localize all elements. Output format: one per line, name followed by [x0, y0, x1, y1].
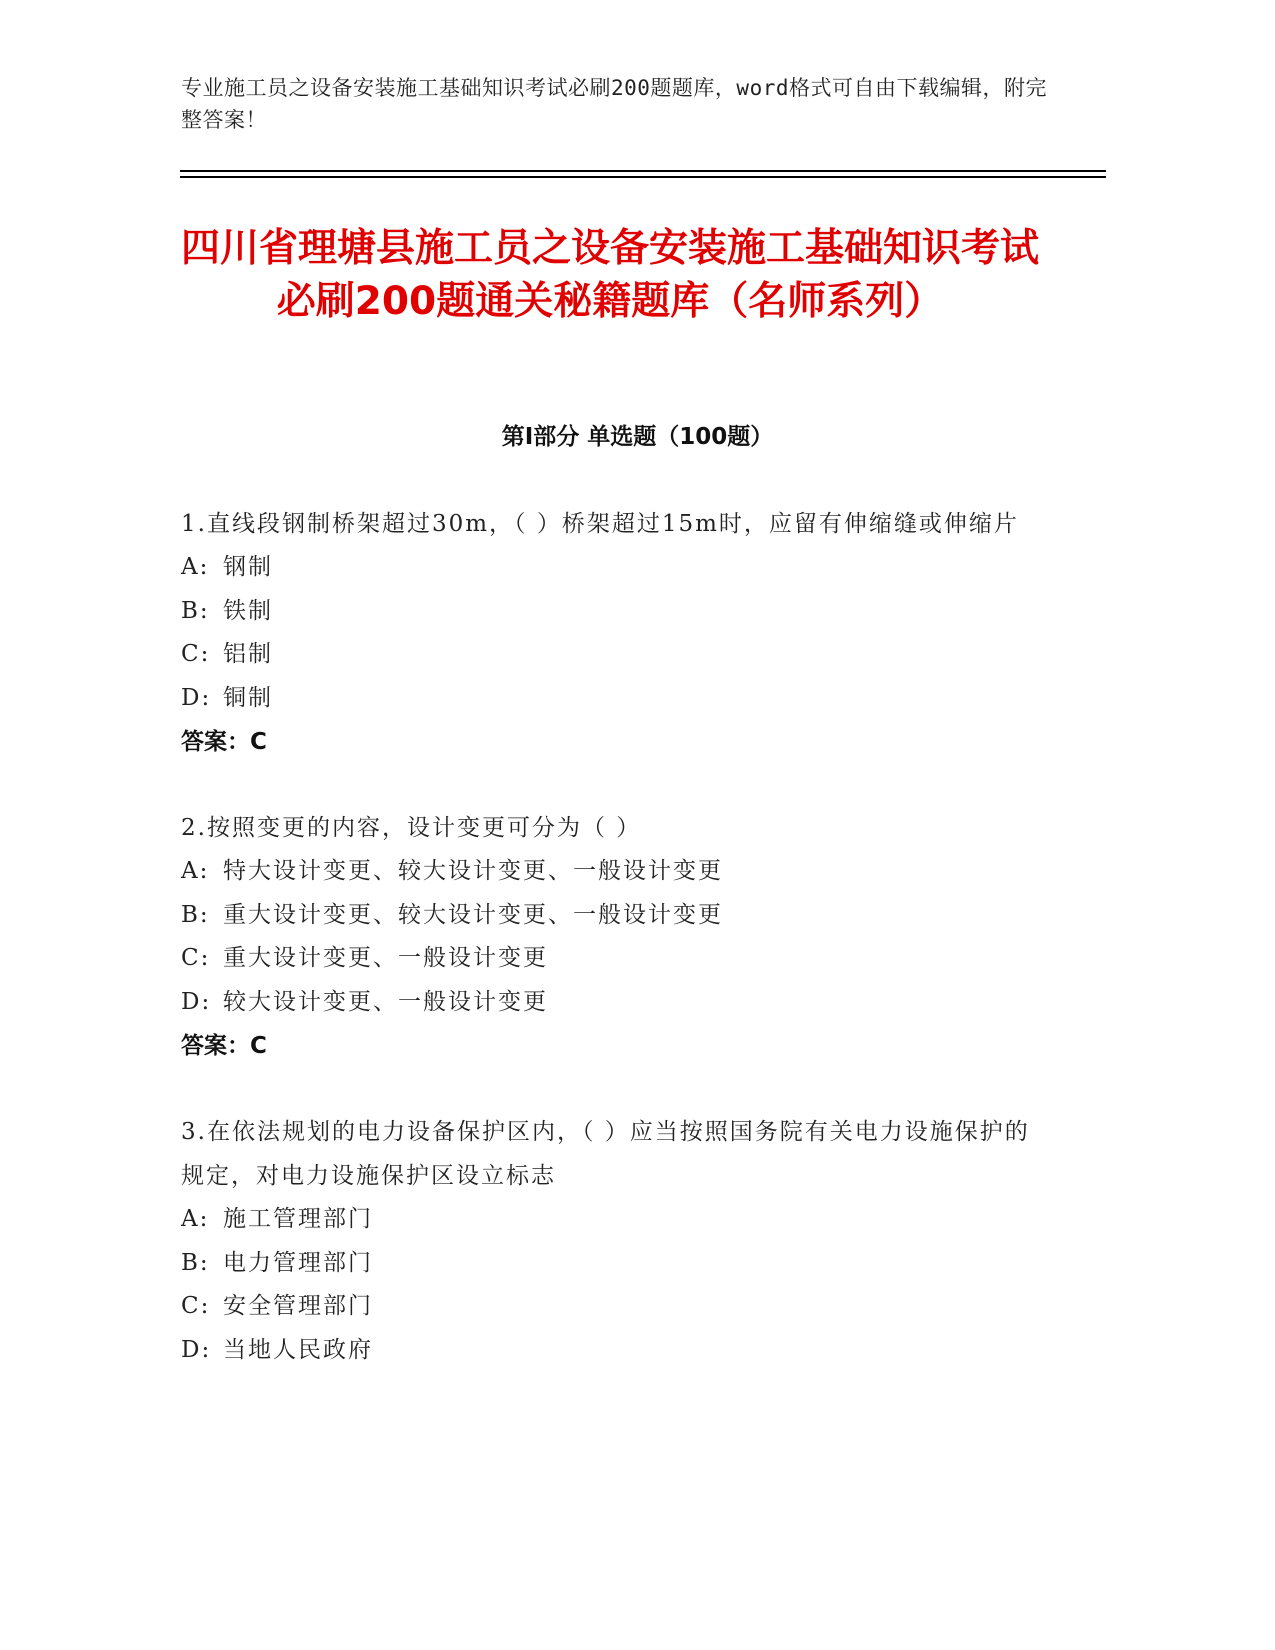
option-text: 特大设计变更、较大设计变更、一般设计变更 [223, 858, 723, 884]
question-stem: 2.按照变更的内容，设计变更可分为（ ） [181, 815, 642, 841]
option-c [181, 937, 1041, 981]
option-key: B: [181, 597, 210, 624]
option-c [181, 633, 1041, 677]
option-text: 铝制 [223, 641, 273, 667]
option-b [181, 590, 1041, 634]
option-key: B: [181, 1249, 210, 1276]
option-key: C: [181, 1293, 211, 1319]
question-stem: 1.直线段钢制桥架超过30m，（ ）桥架超过15m时，应留有伸缩缝或伸缩片 [181, 511, 1019, 537]
option-text: 当地人民政府 [223, 1336, 373, 1363]
answer-line: 答案：C [181, 1033, 267, 1059]
option-key: B: [181, 901, 210, 928]
option-b [181, 894, 1041, 938]
option-key: D: [181, 684, 212, 711]
option-key: D: [181, 988, 212, 1015]
option-text: 较大设计变更、一般设计变更 [223, 988, 548, 1015]
answer-line: 答案：C [181, 729, 267, 755]
option-text: 电力管理部门 [223, 1249, 373, 1276]
option-d [181, 1329, 1041, 1373]
option-c [181, 1285, 1041, 1329]
question-item [181, 502, 1041, 764]
option-text: 安全管理部门 [223, 1293, 373, 1319]
question-list [181, 502, 1041, 1414]
option-a [181, 1198, 1041, 1242]
option-key: D: [181, 1336, 212, 1363]
option-a [181, 850, 1041, 894]
option-key: C: [181, 641, 211, 667]
header-note: 专业施工员之设备安装施工基础知识考试必刷200题题库，word格式可自由下载编辑，附完整答案！ [181, 76, 1047, 132]
option-key: A: [181, 554, 210, 580]
option-b [181, 1242, 1041, 1286]
option-key: A: [181, 858, 210, 884]
question-stem: 3.在依法规划的电力设备保护区内，（ ）应当按照国务院有关电力设施保护的规定，对电力设施保护区设立标志 [181, 1119, 1030, 1189]
question-item [181, 806, 1041, 1068]
section-title: 第I部分 单选题（100题） [501, 424, 774, 450]
option-text: 铁制 [223, 597, 273, 624]
question-item [181, 1110, 1041, 1372]
option-text: 施工管理部门 [223, 1206, 373, 1232]
option-d [181, 677, 1041, 721]
document-title: 四川省理塘县施工员之设备安装施工基础知识考试必刷200题通关秘籍题库（名师系列） [180, 226, 1039, 324]
option-key: C: [181, 945, 211, 971]
option-text: 重大设计变更、一般设计变更 [223, 945, 548, 971]
header-divider-top [180, 170, 1106, 172]
header-divider-bottom [180, 176, 1106, 178]
option-text: 钢制 [223, 554, 273, 580]
option-a [181, 546, 1041, 590]
option-key: A: [181, 1206, 210, 1232]
option-text: 铜制 [223, 684, 273, 711]
option-text: 重大设计变更、较大设计变更、一般设计变更 [223, 901, 723, 928]
option-d [181, 981, 1041, 1025]
